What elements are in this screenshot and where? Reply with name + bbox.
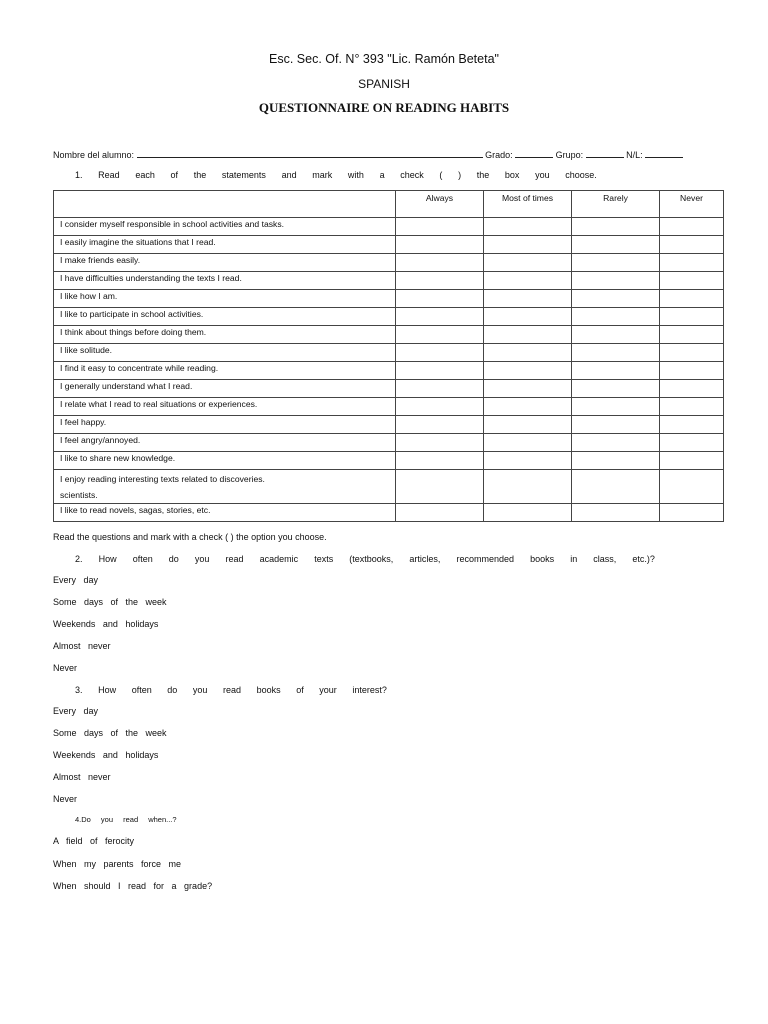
table-row xyxy=(54,236,724,254)
statement-cell: I relate what I read to real situations or experiences. xyxy=(54,398,396,416)
check-cell-never[interactable] xyxy=(660,380,724,398)
question-1-word: a xyxy=(379,170,385,180)
check-cell-always[interactable] xyxy=(396,504,484,522)
question-2-word: in xyxy=(570,554,578,564)
statement-cell: I feel angry/annoyed. xyxy=(54,434,396,452)
check-cell-rarely[interactable] xyxy=(572,290,660,308)
question-3-option[interactable]: Almost never xyxy=(53,772,111,782)
statement-cell: I make friends easily. xyxy=(54,254,396,272)
check-cell-rarely[interactable] xyxy=(572,326,660,344)
check-cell-most-of-times[interactable] xyxy=(484,434,572,452)
statement-cell: I think about things before doing them. xyxy=(54,326,396,344)
subject-name: SPANISH xyxy=(358,77,410,91)
table-row xyxy=(54,470,724,504)
table-row xyxy=(54,416,724,434)
check-cell-rarely[interactable] xyxy=(572,362,660,380)
page-title: QUESTIONNAIRE ON READING HABITS xyxy=(258,100,510,115)
check-cell-rarely[interactable] xyxy=(572,380,660,398)
grade-field[interactable] xyxy=(515,148,553,158)
check-cell-never[interactable] xyxy=(660,470,724,504)
question-1-word: choose. xyxy=(565,170,597,180)
check-cell-most-of-times[interactable] xyxy=(484,236,572,254)
check-cell-most-of-times[interactable] xyxy=(484,254,572,272)
check-cell-always[interactable] xyxy=(396,416,484,434)
check-cell-always[interactable] xyxy=(396,254,484,272)
check-cell-never[interactable] xyxy=(660,416,724,434)
question-3-word: your xyxy=(319,685,337,695)
question-2-word: texts xyxy=(314,554,334,564)
question-2-word: 2. xyxy=(75,554,83,564)
table-row xyxy=(54,326,724,344)
check-cell-most-of-times[interactable] xyxy=(484,308,572,326)
question-1-word: and xyxy=(281,170,297,180)
question-3-word: read xyxy=(222,685,241,695)
question-3-option[interactable]: Every day xyxy=(53,706,99,716)
check-cell-rarely[interactable] xyxy=(572,452,660,470)
question-3-word: interest? xyxy=(352,685,387,695)
check-cell-most-of-times[interactable] xyxy=(484,504,572,522)
student-name-field[interactable] xyxy=(137,148,483,158)
check-cell-always[interactable] xyxy=(396,398,484,416)
question-3-word: you xyxy=(192,685,208,695)
check-cell-most-of-times[interactable] xyxy=(484,470,572,504)
check-cell-always[interactable] xyxy=(396,470,484,504)
question-2-word: recommended xyxy=(456,554,515,564)
check-cell-never[interactable] xyxy=(660,398,724,416)
question-3-option[interactable]: Some days of the week xyxy=(53,728,167,738)
question-1-word: the xyxy=(476,170,490,180)
statement-cell: I like solitude. xyxy=(54,344,396,362)
check-cell-never[interactable] xyxy=(660,504,724,522)
question-1-word: you xyxy=(535,170,550,180)
check-cell-never[interactable] xyxy=(660,308,724,326)
question-1-word: box xyxy=(504,170,520,180)
nl-label: N/L: xyxy=(626,150,643,160)
question-3-option[interactable]: Never xyxy=(53,794,78,804)
question-1-word: the xyxy=(193,170,207,180)
statement-cell: I generally understand what I read. xyxy=(54,380,396,398)
statement-cell: I consider myself responsible in school activities and tasks. xyxy=(54,218,396,236)
question-4-option[interactable]: A field of ferocity xyxy=(53,836,135,846)
question-3-word: books xyxy=(256,685,281,695)
check-cell-never[interactable] xyxy=(660,290,724,308)
statement-cell: I feel happy. xyxy=(54,416,396,434)
table-row xyxy=(54,218,724,236)
header-most-of-times: Most of times xyxy=(484,191,572,218)
check-cell-most-of-times[interactable] xyxy=(484,272,572,290)
check-cell-always[interactable] xyxy=(396,308,484,326)
grade-label: Grado: xyxy=(485,150,513,160)
check-cell-rarely[interactable] xyxy=(572,308,660,326)
question-2-word: do xyxy=(168,554,179,564)
check-cell-always[interactable] xyxy=(396,380,484,398)
group-field[interactable] xyxy=(586,148,624,158)
question-2-word: you xyxy=(194,554,210,564)
student-name-label: Nombre del alumno: xyxy=(53,150,135,160)
table-row xyxy=(54,434,724,452)
question-1-instruction xyxy=(75,170,597,180)
check-cell-never[interactable] xyxy=(660,362,724,380)
check-cell-rarely[interactable] xyxy=(572,504,660,522)
table-row xyxy=(54,254,724,272)
check-cell-most-of-times[interactable] xyxy=(484,290,572,308)
question-1-word: of xyxy=(170,170,179,180)
question-1-word: mark xyxy=(312,170,333,180)
question-2-option[interactable]: Never xyxy=(53,663,78,673)
check-cell-always[interactable] xyxy=(396,344,484,362)
question-2-option[interactable]: Almost never xyxy=(53,641,111,651)
table-row xyxy=(54,344,724,362)
check-cell-most-of-times[interactable] xyxy=(484,452,572,470)
question-2-word: books xyxy=(530,554,555,564)
question-1-word: check xyxy=(400,170,424,180)
check-cell-most-of-times[interactable] xyxy=(484,362,572,380)
check-cell-never[interactable] xyxy=(660,254,724,272)
statement-cell: I enjoy reading interesting texts related to discoveries. scientists. xyxy=(54,470,396,504)
check-cell-rarely[interactable] xyxy=(572,434,660,452)
question-3-option[interactable]: Weekends and holidays xyxy=(53,750,159,760)
check-cell-never[interactable] xyxy=(660,434,724,452)
check-cell-always[interactable] xyxy=(396,362,484,380)
check-cell-most-of-times[interactable] xyxy=(484,326,572,344)
header-rarely: Rarely xyxy=(572,191,660,218)
header-statement xyxy=(54,191,396,218)
question-3-word: How xyxy=(98,685,117,695)
check-cell-rarely[interactable] xyxy=(572,218,660,236)
statement-cell: I have difficulties understanding the texts I read. xyxy=(54,272,396,290)
question-1-word: Read xyxy=(98,170,120,180)
question-2-option[interactable]: Weekends and holidays xyxy=(53,619,159,629)
question-2-word: class, xyxy=(593,554,617,564)
check-cell-rarely[interactable] xyxy=(572,416,660,434)
instructions-2: Read the questions and mark with a check ( ) the option you choose. xyxy=(53,532,327,542)
table-row xyxy=(54,380,724,398)
table-row xyxy=(54,398,724,416)
reading-habits-table xyxy=(53,190,724,522)
table-row xyxy=(54,504,724,522)
header-never: Never xyxy=(660,191,724,218)
question-4-option[interactable]: When my parents force me xyxy=(53,858,182,869)
table-row xyxy=(54,308,724,326)
check-cell-rarely[interactable] xyxy=(572,470,660,504)
question-1-word: 1. xyxy=(75,170,83,180)
table-row xyxy=(54,290,724,308)
check-cell-always[interactable] xyxy=(396,218,484,236)
check-cell-rarely[interactable] xyxy=(572,398,660,416)
question-2-option[interactable]: Some days of the week xyxy=(53,597,167,607)
check-cell-most-of-times[interactable] xyxy=(484,344,572,362)
question-2-word: academic xyxy=(259,554,299,564)
question-4: 4.Do you read when...? xyxy=(75,815,177,824)
table-row xyxy=(54,272,724,290)
question-1-word: each xyxy=(135,170,155,180)
check-cell-never[interactable] xyxy=(660,344,724,362)
check-cell-rarely[interactable] xyxy=(572,344,660,362)
check-cell-most-of-times[interactable] xyxy=(484,380,572,398)
question-2-option[interactable]: Every day xyxy=(53,575,99,585)
question-2 xyxy=(75,554,655,564)
question-3 xyxy=(75,685,387,695)
check-cell-always[interactable] xyxy=(396,434,484,452)
check-cell-never[interactable] xyxy=(660,452,724,470)
check-cell-never[interactable] xyxy=(660,326,724,344)
question-3-word: 3. xyxy=(75,685,83,695)
statement-cell: I like to participate in school activities. xyxy=(54,308,396,326)
question-1-word: ) xyxy=(458,170,462,180)
question-4-option[interactable]: When should I read for a grade? xyxy=(53,881,213,891)
check-cell-rarely[interactable] xyxy=(572,254,660,272)
check-cell-most-of-times[interactable] xyxy=(484,398,572,416)
check-cell-always[interactable] xyxy=(396,236,484,254)
table-row xyxy=(54,362,724,380)
group-label: Grupo: xyxy=(555,150,584,160)
statement-cell: I like to share new knowledge. xyxy=(54,452,396,470)
statement-cell: I like how I am. xyxy=(54,290,396,308)
table-header-row xyxy=(54,191,724,218)
check-cell-most-of-times[interactable] xyxy=(484,218,572,236)
check-cell-never[interactable] xyxy=(660,236,724,254)
statement-cell: I easily imagine the situations that I read. xyxy=(54,236,396,254)
question-3-word: often xyxy=(131,685,152,695)
question-2-word: often xyxy=(132,554,153,564)
check-cell-always[interactable] xyxy=(396,272,484,290)
check-cell-always[interactable] xyxy=(396,326,484,344)
question-2-word: (textbooks, xyxy=(349,554,394,564)
check-cell-never[interactable] xyxy=(660,218,724,236)
table-row xyxy=(54,452,724,470)
statement-cell: I find it easy to concentrate while reading. xyxy=(54,362,396,380)
check-cell-never[interactable] xyxy=(660,272,724,290)
question-1-word: statements xyxy=(221,170,266,180)
question-2-word: read xyxy=(225,554,244,564)
nl-field[interactable] xyxy=(645,148,683,158)
question-1-word: ( xyxy=(439,170,443,180)
student-info-line xyxy=(53,148,713,160)
school-name: Esc. Sec. Of. N° 393 "Lic. Ramón Beteta" xyxy=(269,52,499,66)
question-3-word: of xyxy=(296,685,304,695)
question-2-word: How xyxy=(98,554,117,564)
check-cell-always[interactable] xyxy=(396,290,484,308)
check-cell-rarely[interactable] xyxy=(572,272,660,290)
question-2-word: etc.)? xyxy=(632,554,655,564)
statement-cell: I like to read novels, sagas, stories, etc. xyxy=(54,504,396,522)
question-1-word: with xyxy=(347,170,364,180)
check-cell-most-of-times[interactable] xyxy=(484,416,572,434)
check-cell-always[interactable] xyxy=(396,452,484,470)
question-2-word: articles, xyxy=(409,554,441,564)
check-cell-rarely[interactable] xyxy=(572,236,660,254)
question-3-word: do xyxy=(167,685,178,695)
header-always: Always xyxy=(396,191,484,218)
